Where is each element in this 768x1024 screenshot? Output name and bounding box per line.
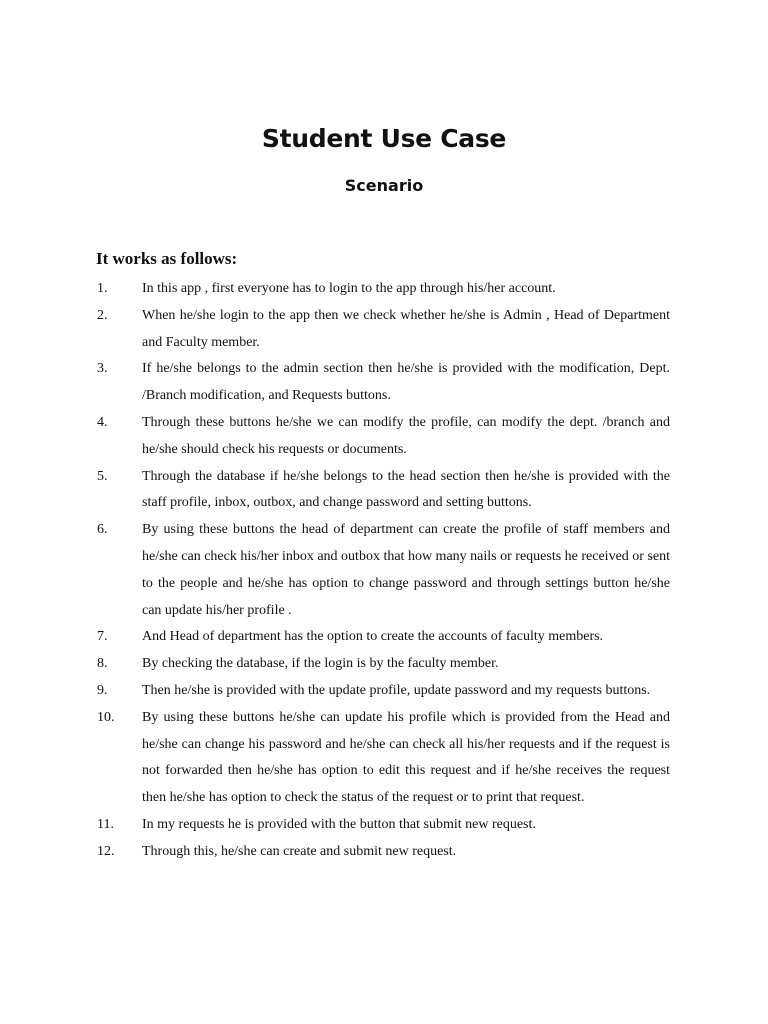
list-item-number: 8. — [97, 656, 108, 672]
list-item-number: 2. — [97, 307, 108, 323]
list-item-text: If he/she belongs to the admin section then he/she is provided with the modification, Dept. /Branch modification, and Requests buttons. — [142, 361, 670, 404]
list-item-text: In my requests he is provided with the button that submit new request. — [142, 816, 536, 832]
list-item-text: By checking the database, if the login is by the faculty member. — [142, 656, 499, 672]
list-item — [0, 839, 768, 866]
list-item-text: And Head of department has the option to create the accounts of faculty members. — [142, 629, 604, 645]
scenario-list — [0, 276, 768, 866]
list-item-text: By using these buttons the head of department can create the profile of staff members and he/she can check his/her inbox and outbox that how many nails or requests he received or sent to the people and he/she has option to change password and through settings button he/she can update his/her profile . — [142, 522, 670, 618]
list-item-number: 7. — [97, 629, 108, 645]
list-item-number: 5. — [97, 468, 108, 484]
list-item — [0, 812, 768, 839]
list-item-text: By using these buttons he/she can update his profile which is provided from the Head and he/she can change his password and he/she can check all his/her requests and if the request is not forwarded then he/she has option to edit this request and if he/she receives the request then he/she has option to check the status of the request or to print that request. — [142, 709, 670, 806]
list-item-text: Through this, he/she can create and submit new request. — [142, 843, 457, 859]
list-item-number: 11. — [97, 816, 114, 832]
list-item-number: 4. — [97, 414, 108, 430]
list-item — [0, 517, 768, 624]
list-item — [0, 651, 768, 678]
list-item-text: Then he/she is provided with the update profile, update password and my requests buttons. — [142, 682, 651, 698]
section-heading: It works as follows: — [96, 249, 238, 268]
document-subtitle: Scenario — [344, 176, 424, 195]
list-item — [0, 624, 768, 651]
list-item-text: Through these buttons he/she we can modify the profile, can modify the dept. /branch and he/she should check his requests or documents. — [142, 414, 670, 457]
list-item-number: 10. — [97, 709, 115, 725]
list-item — [0, 464, 768, 518]
list-item-text: Through the database if he/she belongs to the head section then he/she is provided with the staff profile, inbox, outbox, and change password and setting buttons. — [142, 468, 670, 511]
list-item-text: When he/she login to the app then we check whether he/she is Admin , Head of Department and Faculty member. — [142, 307, 670, 350]
list-item — [0, 276, 768, 303]
list-item — [0, 678, 768, 705]
list-item-number: 12. — [97, 843, 115, 859]
list-item — [0, 303, 768, 357]
list-item-number: 9. — [97, 682, 108, 698]
list-item — [0, 410, 768, 464]
list-item — [0, 705, 768, 812]
list-item-number: 6. — [97, 522, 108, 538]
list-item-text: In this app , first everyone has to login to the app through his/her account. — [142, 281, 556, 296]
list-item-number: 1. — [97, 281, 108, 296]
list-item — [0, 356, 768, 410]
document-title: Student Use Case — [261, 124, 507, 153]
list-item-number: 3. — [97, 361, 108, 377]
